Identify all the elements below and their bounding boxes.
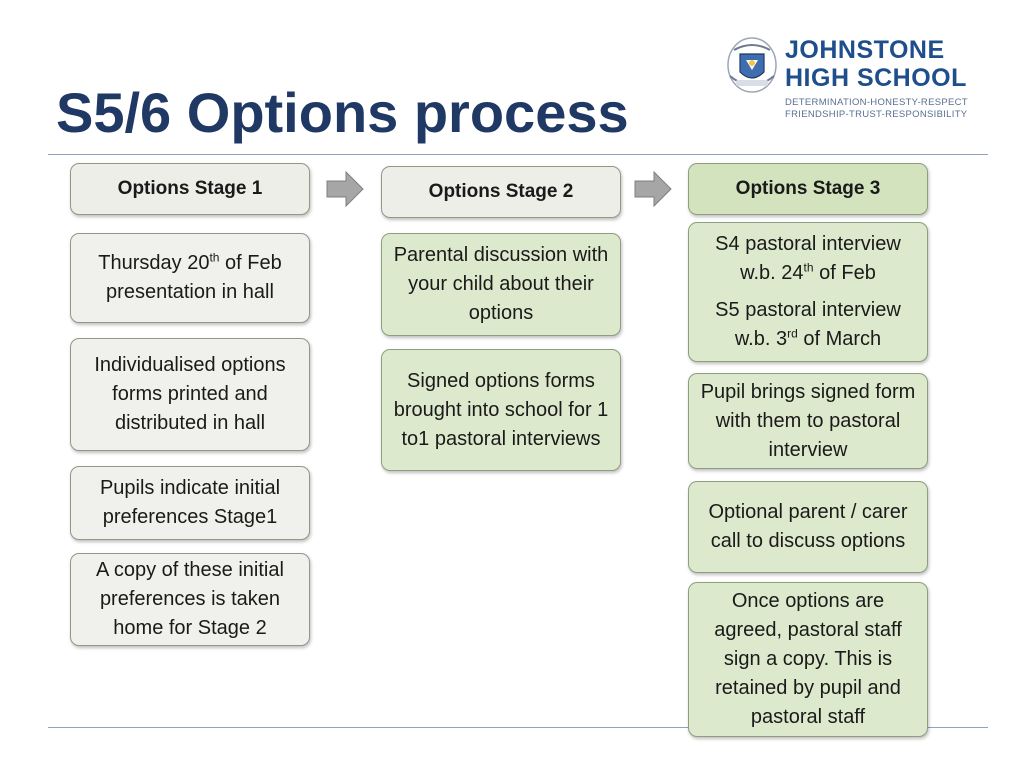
stage1-item-preferences: Pupils indicate initial preferences Stage1 — [70, 466, 310, 540]
stage3-item-parent-call: Optional parent / carer call to discuss options — [688, 481, 928, 573]
stage1-item-forms: Individualised options forms printed and distributed in hall — [70, 338, 310, 451]
s4-interview-text — [715, 230, 901, 288]
s5-month-text: of March — [797, 328, 882, 350]
header-divider — [48, 154, 988, 155]
s5-date-text: w.b. 3 — [734, 328, 788, 350]
school-crest-icon — [726, 36, 778, 94]
s4-date-suffix: th — [803, 260, 814, 275]
right-arrow-icon — [634, 171, 672, 207]
stage3-item-interviews — [688, 222, 928, 362]
stage1-item-presentation-text — [81, 249, 299, 307]
stage1-item-presentation — [70, 233, 310, 323]
date-text: Thursday 20 — [98, 252, 210, 274]
stage3-item-agreed: Once options are agreed, pastoral staff sign a copy. This is retained by pupil and pastoral staff — [688, 582, 928, 737]
right-arrow-icon — [326, 171, 364, 207]
s4-interview-label: S4 pastoral interview — [715, 233, 901, 255]
school-motto: DETERMINATION-HONESTY-RESPECT FRIENDSHIP-TRUST-RESPONSIBILITY — [785, 97, 968, 120]
s5-date-suffix: rd — [787, 326, 798, 341]
stage1-item-copy: A copy of these initial preferences is taken home for Stage 2 — [70, 553, 310, 646]
stage2-header: Options Stage 2 — [381, 166, 621, 218]
s5-interview-text — [715, 296, 901, 354]
date-suffix: th — [209, 250, 220, 265]
school-name: JOHNSTONE HIGH SCHOOL — [785, 36, 967, 92]
s4-month-text: of Feb — [813, 262, 876, 284]
stage2-item-signed-forms: Signed options forms brought into school for 1 to1 pastoral interviews — [381, 349, 621, 471]
stage1-header: Options Stage 1 — [70, 163, 310, 215]
school-logo — [726, 36, 988, 126]
stage3-header: Options Stage 3 — [688, 163, 928, 215]
stage3-item-signed-form: Pupil brings signed form with them to pastoral interview — [688, 373, 928, 469]
s5-interview-label: S5 pastoral interview — [715, 299, 901, 321]
stage2-item-discussion: Parental discussion with your child about their options — [381, 233, 621, 336]
presentation-text: of Feb presentation in hall — [106, 252, 282, 303]
page-title: S5/6 Options process — [56, 81, 629, 144]
s4-date-text: w.b. 24 — [740, 262, 804, 284]
